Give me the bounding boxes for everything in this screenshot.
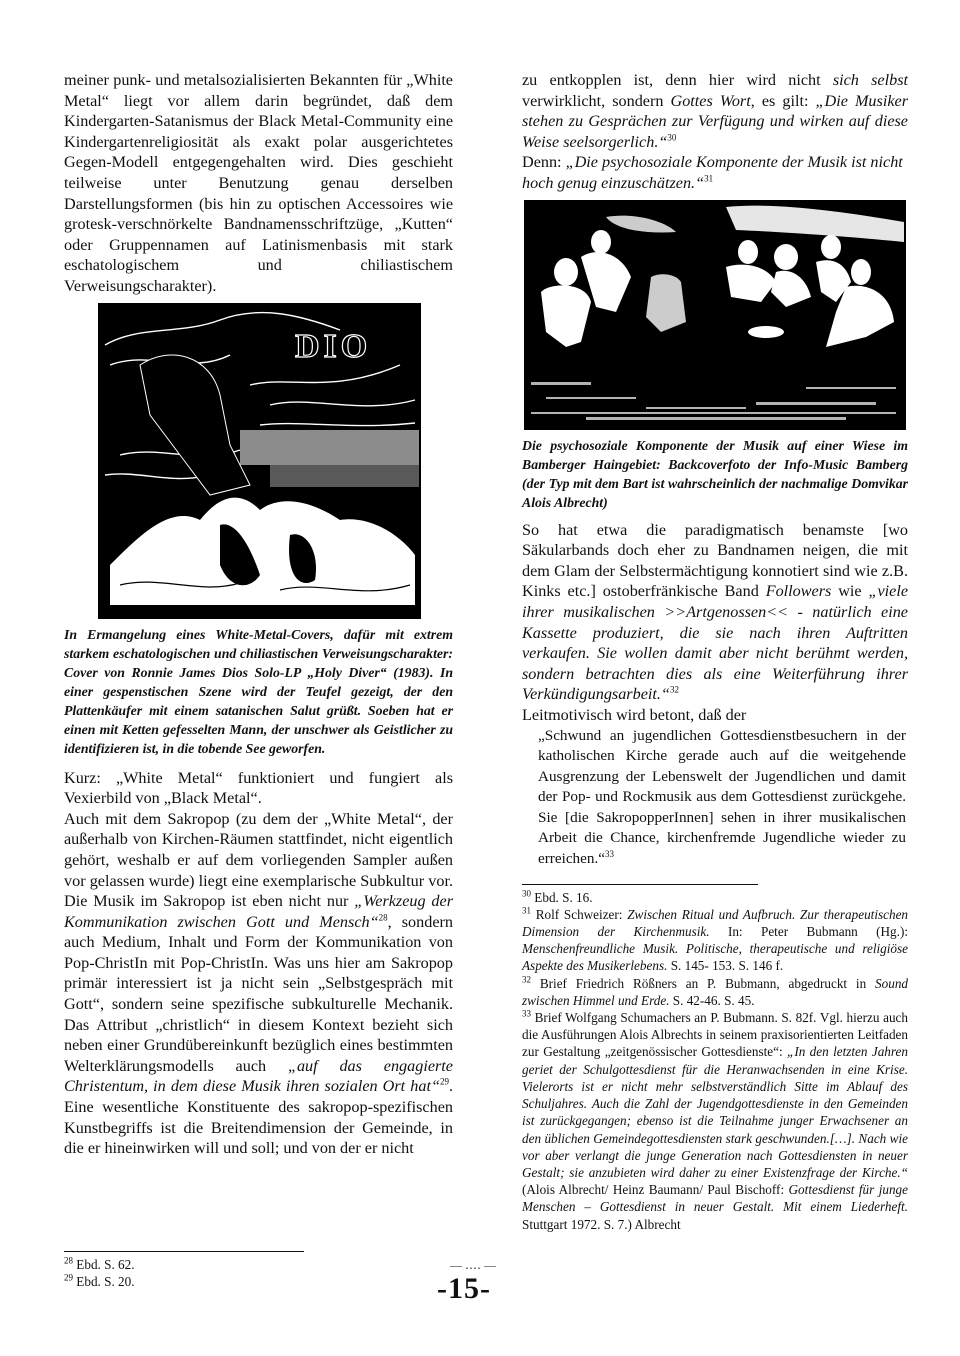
quote: „Die psychosoziale Komponente der Musik ist nicht hoch genug einzuschätzen.“ [522,153,903,192]
footnote-number: 30 [522,888,531,899]
footnote [64,1273,304,1290]
footnote-text: S. 145- 153. S. 146 f. [667,958,784,974]
text-run: Auch mit dem Sakropop (zu dem der „White Metal“, der außerhalb von Kirchen-Räumen stattfindet, nicht eigentlich gehört, weshalb er auf dem vorliegenden Sampler außen vor gelassen wurde) liegt eine exemplarische Subkultur vor. Die Musik im Sakropop ist eben nicht nur [64,809,453,911]
footnote-text: Ebd. S. 16. [534,889,593,905]
text-run: verwirklicht, sondern [522,91,671,110]
text-run: Denn: [522,153,566,172]
right-column [522,70,908,1233]
quote: „Werkzeug der Kommunikation zwischen Gott und Mensch“ [64,892,454,931]
album-cover-image [100,305,419,617]
body-paragraph: Leitmotivisch wird betont, daß der [522,705,747,724]
footnote-divider [64,1251,304,1252]
quote: „viele ihrer musikalischen >>Artgenossen<< - natürlich eine Kassette produziert, die sie nach ihren Auftritten verkaufen. Sie wollen damit aber nicht berühmt werden, sondern betrachten dies als eine Weiterführung ihrer Verkündigungsarbeit.“ [522,582,909,704]
figure-caption: Die psychosoziale Komponente der Musik auf einer Wiese im Bamberger Haingebiet: Backcoverfoto der Info-Music Bamberg (der Typ mit dem Bart ist wahrscheinlich der nachmalige Domvikar Alois Albrecht) [522,437,908,510]
text-run: , sondern auch Medium, Inhalt und Form der Kommunikation von Pop-ChristIn mit Pop-ChristIn. Was uns hier am Sakropop primär interessiert ist ja nicht sein „Selbstgespräch mit Gott“, sondern seine spezifische subkulturelle Mechanik. Das Attribut „christlich“ in diesem Kontext bezieht sich neben einer Grundübereinkunft bezüglich eines bestimmten Welterklärungsmodells auch [64,912,453,1075]
footnote-number: 31 [522,905,531,916]
text-run: . Eine wesentliche Konstituente des sakropop-spezifischen Kunstbegriffs ist die Breitendimension der Gemeinde, in die er hineinwirken will und soll; und von der er nicht [64,1077,453,1158]
footnote-ref[interactable]: 30 [667,132,677,143]
citation-title: Menschenfreundliche Musik. Politische, therapeutische und religiöse Aspekte des Musikerlebens. [522,941,908,974]
quote: „auf das engagierte Christentum, in dem diese Musik ihren sozialen Ort hat“ [64,1056,453,1096]
figure-caption: In Ermangelung eines White-Metal-Covers, dafür mit extrem starkem eschatologischen und chiliastischen Verweisungscharakter: Cover von Ronnie James Dios Solo-LP „Holy Diver“ (1983). In einer gespenstischen Szene wird der Teufel gezeigt, der den Plattenkäufer mit einem satanischen Salut grüßt. Soeben hat er einen mit Ketten gefesselten Mann, der unschwer als Geistlicher zu identifizieren ist, in die tobende See geworfen. [64,626,453,756]
footnote-number: 28 [64,1255,73,1266]
text-run: So hat etwa die paradigmatisch benamste [wo Säkularbands doch eher zu Bandnamen neigen, die mit dem Glam der Selbstermächtigung konnotiert sind wie z.B. Kinks etc.] ostoberfränkische Band [522,520,908,601]
footnote-ref[interactable]: 28 [378,912,388,923]
band-photo-image [526,202,904,428]
citation-title: Gottesdienst für junge Menschen – Gottesdienst in neuer Gestalt. Mit einem Liederheft. [522,1182,908,1215]
citation-title: Zwischen Ritual und Aufbruch. Zur therapeutischen Dimension der Kirchenmusik. [522,906,909,940]
footnote-divider [522,884,758,885]
text-run: zu entkopplen ist, denn hier wird nicht [522,71,833,89]
citation-quote: „In den letzten Jahren geriet der Schulgottesdienst für die Heranwachsenden in eine Krise. Vielerorts ist er nicht mehr selbstverständlich Sitte im Ablauf des Schuljahres. Auch die Zahl der Jugendgottesdienste in den Gemeinden ist zurückgegangen; ebenso ist die Teilnahme junger Erwachsener an den üblichen Gemeindegottesdiensten stark geschwunden.[…]. Nach wie vor aber verlangt die junge Generation nach Gottesdiensten in neuer Gestalt; sie anzubieten wird daher zu einer Existenzfrage der Kirche.“ [522,1044,908,1180]
body-paragraph [522,70,908,152]
body-paragraph [64,809,453,1159]
footnote-text: Stuttgart 1972. S. 7.) Albrecht [522,1216,681,1232]
footnote-ref[interactable]: 29 [439,1077,449,1088]
quote: „Die Musiker stehen zu Gesprächen zur Verfügung und wirken auf diese Weise seelsorgerlich.“ [522,91,908,151]
footnote [522,975,908,1009]
body-paragraph: meiner punk- und metalsozialisierten Bekannten für „White Metal“ liegt vor allem darin begründet, daß dem Kindergarten-Satanismus der Black Metal-Community eine Kindergartenreligiosität als exakt polar ausgerichtetes Gegen-Modell entgegengehalten wird. Dies geschieht teilweise unter Benutzung genau derselben Darstellungsformen (bis hin zu optischen Accessoires wie grotesk-verschnörkelte Bandnamensschriftzüge, „Kutten“ oder Gruppennamen auf Latinismenbasis mit stark eschatologischem und chiliastischem Verweisungscharakter). [64,71,453,295]
footnote-number: 32 [522,974,531,985]
figure-band-photo [524,200,906,430]
left-column [64,70,453,1159]
footnote [522,1009,908,1233]
footnote [522,889,908,906]
figure-holy-diver-cover [98,303,421,619]
text-run: wie [831,582,869,601]
citation-title: Sound zwischen Himmel und Erde. [522,975,908,1008]
footnote-text: Ebd. S. 62. [76,1257,135,1272]
page-number: -15- [437,1272,491,1305]
footnote-text: Brief Wolfgang Schumachers an P. Bubmann. S. 82f. Vgl. hierzu auch die Ausführungen Alois Albrechts in seinem praxisorientierten Leitfaden zur Gestaltung „zeitgenössischer Gottesdienste“: [522,1010,909,1060]
text-run: , es gilt: [750,91,816,110]
footnote-ref[interactable]: 31 [704,173,714,184]
body-paragraph [522,520,908,705]
footnote-text: Rolf Schweizer: [535,906,628,922]
body-paragraph [522,152,908,193]
footnote-ref[interactable]: 32 [669,684,679,695]
block-quote [538,726,906,870]
footnote [522,906,908,975]
band-name: Followers [765,582,832,601]
body-paragraph: Kurz: „White Metal“ funktioniert und fungiert als Vexierbild von „Black Metal“. [64,768,453,808]
decorative-dashes: — ‥‥ — [450,1258,497,1272]
dio-logo: DIO [295,327,372,365]
footnote-text: S. 42-46. S. 45. [669,992,755,1008]
footnotes-left [64,1251,304,1290]
footnote-number: 33 [522,1008,531,1019]
emphasis: sich selbst [832,71,909,89]
footnote-text: Ebd. S. 20. [76,1274,135,1290]
footnote-ref[interactable]: 33 [605,849,615,859]
footnote [64,1256,304,1273]
footnote-text: In: Peter Bubmann (Hg.): [709,924,909,940]
quote-text: „Schwund an jugendlichen Gottesdienstbesuchern in der katholischen Kirche gerade auch auf die weitgehende Ausgrenzung der Lebenswelt der Jugendlichen und damit der Pop- und Rockmusik aus dem Gottesdienst zurückgehe. Sie [die SakropopperInnen] sehen in ihrer musikalischen Arbeit die Chance, kirchenfremde Jugendliche wieder zu erreichen.“ [538,726,906,868]
footnotes-right [522,884,908,1233]
footnote-text: Brief Friedrich Rößners an P. Bubmann, abgedruckt in [539,975,876,991]
footnote-text: (Alois Albrecht/ Heinz Baumann/ Paul Bischoff: [522,1182,789,1198]
footnote-number: 29 [64,1272,73,1283]
emphasis: Gottes Wort [670,91,751,110]
